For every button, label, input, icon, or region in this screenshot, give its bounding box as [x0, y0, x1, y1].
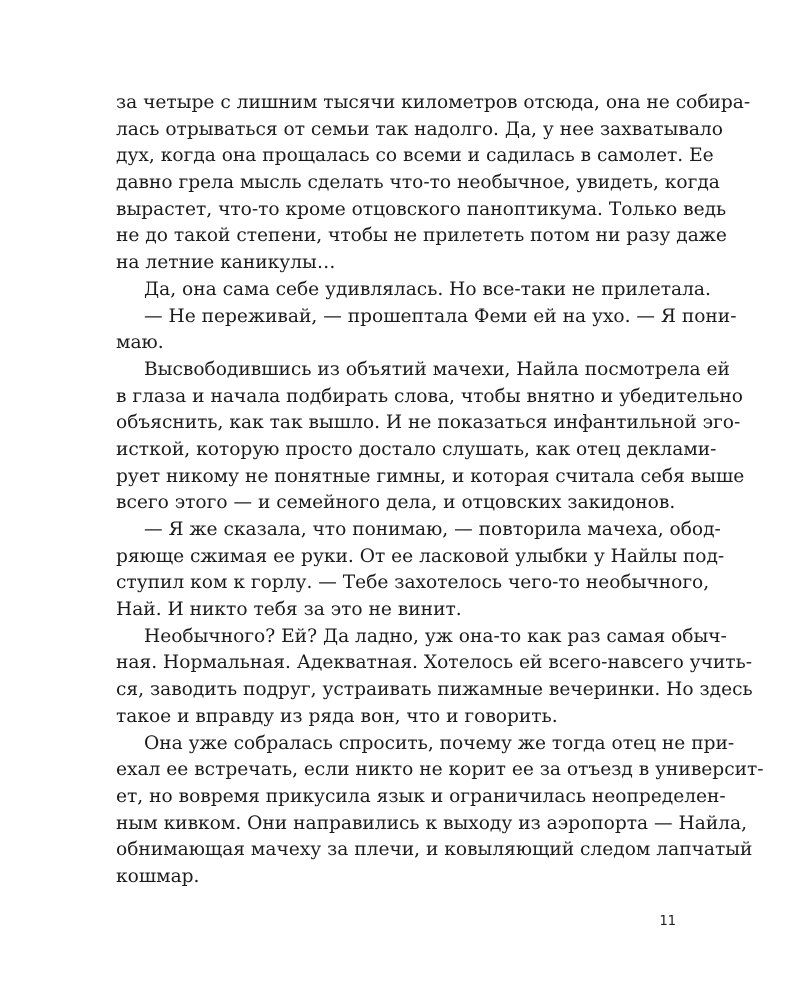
text-line: ступил ком к горлу. — Тебе захотелось чего-то необычного,: [116, 572, 710, 594]
text-line: Высвободившись из объятий мачехи, Найла посмотрела ей: [144, 358, 730, 380]
text-line: лась отрываться от семьи так надолго. Да, у нее захватывало: [116, 118, 723, 140]
text-line: вырастет, что-то кроме отцовского паноптикума. Только ведь: [116, 198, 727, 220]
text-line: Необычного? Ей? Да ладно, уж она-то как раз самая обыч-: [144, 625, 727, 647]
text-line: давно грела мысль сделать что-то необычное, увидеть, когда: [116, 172, 720, 194]
text-line: ным кивком. Они направились к выходу из аэропорта — Найла,: [116, 812, 748, 834]
text-line: ряюще сжимая ее руки. От ее ласковой улыбки у Найлы под-: [116, 545, 725, 567]
text-line: — Не переживай, — прошептала Феми ей на ухо. — Я пони-: [144, 305, 737, 327]
text-line: всего этого — и семейного дела, и отцовских закидонов.: [116, 492, 676, 514]
text-line: Най. И никто тебя за это не винит.: [116, 599, 462, 621]
text-line: в глаза и начала подбирать слова, чтобы внятно и убедительно: [116, 385, 743, 407]
text-line: Да, она сама себе удивлялась. Но все-таки не прилетала.: [144, 278, 711, 300]
text-line: за четыре с лишним тысячи километров отсюда, она не собира-: [116, 92, 751, 113]
paragraph: [116, 277, 711, 304]
page-number: 11: [659, 914, 676, 929]
paragraph: [116, 731, 764, 891]
body-text: [116, 90, 764, 891]
text-line: исткой, которую просто достало слушать, как отец деклами-: [116, 438, 717, 460]
paragraph: [116, 357, 745, 517]
paragraph: [116, 517, 725, 624]
paragraph: [116, 624, 753, 731]
text-line: дух, когда она прощалась со всеми и садилась в самолет. Ее: [116, 145, 714, 167]
text-line: маю.: [116, 332, 164, 354]
text-line: кошмар.: [116, 865, 200, 887]
text-line: рует никому не понятные гимны, и которая считала себя выше: [116, 465, 745, 487]
text-line: ет, но вовремя прикусила язык и ограничилась неопределен-: [116, 785, 726, 807]
paragraph: [116, 304, 737, 357]
text-line: не до такой степени, чтобы не прилететь потом ни разу даже: [116, 225, 727, 247]
text-line: такое и вправду из ряда вон, что и говорить.: [116, 705, 558, 727]
text-line: на летние каникулы…: [116, 252, 336, 274]
paragraph: [116, 90, 751, 277]
text-line: Она уже собралась спросить, почему же тогда отец не при-: [144, 732, 735, 754]
text-line: объяснить, как так вышло. И не показаться инфантильной эго-: [116, 412, 741, 434]
text-line: ная. Нормальная. Адекватная. Хотелось ей всего-навсего учить-: [116, 652, 752, 674]
text-line: обнимающая мачеху за плечи, и ковыляющий следом лапчатый: [116, 839, 753, 861]
text-line: ся, заводить подруг, устраивать пижамные вечеринки. Но здесь: [116, 679, 753, 701]
text-line: — Я же сказала, что понимаю, — повторила мачеха, обод-: [144, 519, 721, 540]
text-line: ехал ее встречать, если никто не корит ее за отъезд в университ-: [116, 759, 764, 781]
